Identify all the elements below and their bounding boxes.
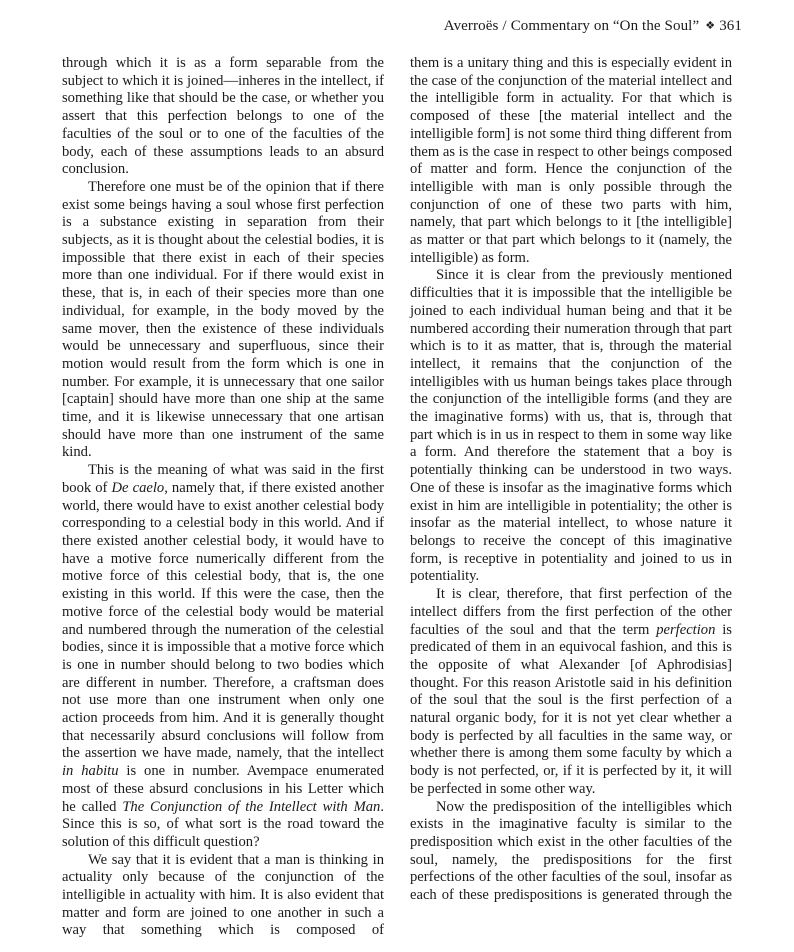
left-paragraph-3-text-b: , namely that, if there existed another world, there would have to exist another celestial body corresponding to a celestial body in this world. And if there existed another celestial body, it would have to have a motive force numerically different from the motive force of this celestial body, that is, the one existing in this world. If this were the case, then the motive force of the celestial body would be material and numbered through the numeration of the celestial bodies, since it is impossible that a motive force which is one in number should belong to two bodies which are different in number. Therefore, a craftsman does not use more than one instrument when only one action proceeds from him. And it is generally thought that necessarily absurd conclusions will follow from the assertion we have made, namely, that the intellect: [62, 479, 384, 762]
running-head: [420, 18, 742, 35]
right-column: [410, 55, 732, 905]
term-in-habitu: in habitu: [62, 763, 119, 780]
term-perfection: perfection: [656, 621, 716, 638]
running-head-separator: /: [502, 18, 507, 34]
page-number: 361: [719, 18, 742, 34]
left-paragraph-3: [62, 462, 384, 851]
left-paragraph-4: We say that it is evident that a man is thinking in actuality only because of the conjunction of the intelligible in actuality with him. It is also evident that matter and form are joined to one another in such a way that something which is composed of: [62, 851, 384, 939]
right-paragraph-4: Now the predisposition of the intelligibles which exists in the imaginative faculty is similar to the predisposition which exist in the other faculties of the soul, namely, the predispositions for the first perfections of the other faculties of the soul, insofar as each of these predispositions is generated through the: [410, 798, 732, 904]
running-head-title: Commentary on “On the Soul”: [510, 18, 700, 34]
right-paragraph-3-text-a: It is clear, therefore, that first perfection of the intellect differs from the first perfection of the other faculties of the soul and that the term: [410, 586, 732, 638]
left-paragraph-3-text-d: . Since this is so, of what sort is the road toward the solution of this difficult question?: [62, 798, 384, 850]
left-paragraph-3-text-c: is one in number. Avempace enumerated most of these absurd conclusions in his Letter which he called: [62, 763, 385, 815]
left-column: [62, 55, 384, 940]
left-paragraph-3-text-a: This is the meaning of what was said in the first book of: [62, 462, 384, 496]
right-paragraph-1: them is a unitary thing and this is especially evident in the case of the conjunction of the material intellect and the intelligible form in actuality. For that which is composed of these [the material intellect and the intelligible form] is not some third thing different from them as is the case in respect to other beings composed of matter and form. Hence the conjunction of the intelligible with man is only possible through the conjunction of one of these two parts with him, namely, that part which belongs to it [the intelligible] as matter or that part which belongs to it (namely, the intelligible) as form.: [410, 55, 732, 266]
diamond-ornament-icon: ❖: [705, 20, 716, 32]
title-conjunction-of-intellect: The Conjunction of the Intellect with Man: [122, 798, 381, 815]
running-head-author: Averroës: [443, 18, 499, 34]
right-paragraph-3-text-b: is predicated of them in an equivocal fashion, and this is the opposite of what Alexander [of Aphrodisias] thought. For this reason Aristotle said in his definition of the soul that the soul is the first perfection of a natural organic body, for it is not yet clear whether a body is perfected by all faculties in the same way, or whether there is among them some faculty by which a body is not perfected, or, if it is perfected by it, it will be perfected in some other way.: [410, 621, 732, 797]
right-paragraph-3: [410, 586, 732, 798]
title-de-caelo: De caelo: [111, 479, 165, 496]
right-paragraph-2: Since it is clear from the previously mentioned difficulties that it is impossible that the intelligible be joined to each individual human being and that it be numbered according their numeration through that part which is to it as matter, that is, through the material intellect, it remains that the conjunction of the intelligibles with us human beings takes place through the conjunction of the intelligible forms (and they are the imaginative forms) with us, that is, through that part which is in us in respect to them in some way like a form. And therefore the statement that a boy is potentially thinking can be understood in two ways. One of these is insofar as the imaginative forms which exist in him are intelligible in potentiality; the other is insofar as the material intellect, to whose nature it belongs to receive the concept of this imaginative form, is receptive in potentiality and joined to us in potentiality.: [410, 267, 732, 585]
left-paragraph-2: Therefore one must be of the opinion that if there exist some beings having a soul whose first perfection is a substance existing in separation from their subjects, as it is thought about the celestial bodies, it is impossible that there exist in each of their species more than one individual. For if there would exist in these, that is, in each of their species more than one individual, for example, in the body moved by the same mover, then the existence of these individuals would be unnecessary and superfluous, since their motion would result from the form which is one in number. For example, it is unnecessary that one sailor [captain] should have more than one ship at the same time, and it is likewise unnecessary that one artisan should have more than one instrument of the same kind.: [62, 178, 384, 461]
left-paragraph-1: through which it is as a form separable from the subject to which it is joined—inheres in the intellect, if something like that should be the case, or whether you assert that this perfection belongs to one of the faculties of the soul or to one of the faculties of the body, each of these assumptions leads to an absurd conclusion.: [62, 55, 384, 178]
